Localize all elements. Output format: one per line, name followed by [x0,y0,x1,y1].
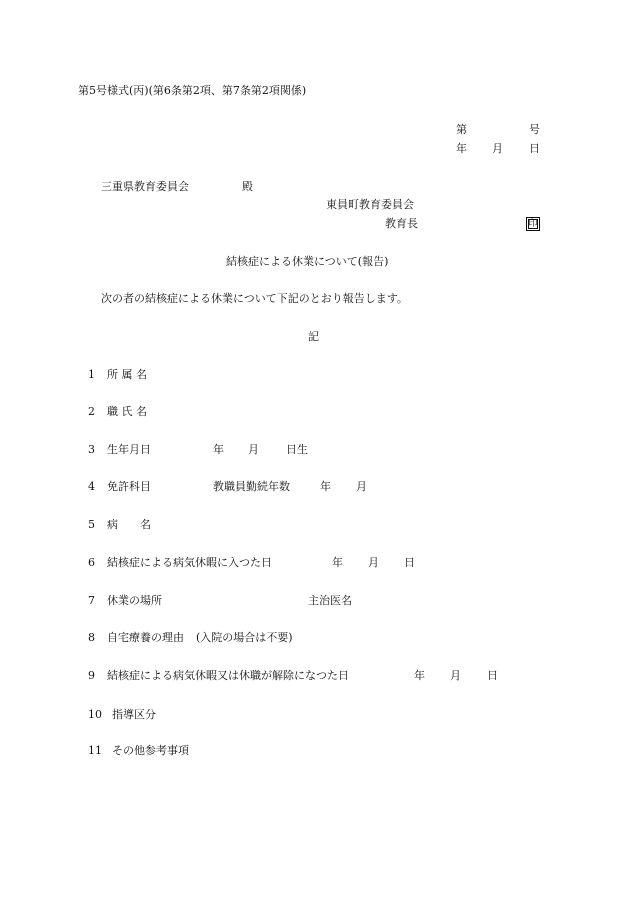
item-7-no: 7 [88,594,95,607]
item-6-month: 月 [368,556,379,569]
item-8-sub: (入院の場合は不要) [196,631,293,644]
item-5-label: 病 名 [107,518,151,531]
addressee-name: 三重県教育委員会 [101,180,189,193]
doc-number-prefix: 第 [456,123,467,136]
addressee-honorific: 殿 [242,180,253,193]
item-6-year: 年 [332,556,343,569]
item-9-no: 9 [88,669,95,682]
subject-title: 結核症による休業について(報告) [226,255,389,268]
item-10-no: 10 [88,708,102,721]
item-4-year: 年 [320,480,331,493]
item-1-label: 所 属 名 [107,368,147,381]
item-7-sub: 主治医名 [308,594,352,607]
date-day: 日 [529,142,540,155]
item-11-label: その他参考事項 [112,744,189,757]
item-4-no: 4 [88,480,95,493]
item-3-month: 月 [248,443,259,456]
item-2-label: 職 氏 名 [107,405,147,418]
item-9-day: 日 [487,669,498,682]
item-5-no: 5 [88,518,95,531]
item-3-daybirth: 日生 [286,443,308,456]
item-3-label: 生年月日 [107,443,151,456]
item-1-no: 1 [88,368,95,381]
item-2-no: 2 [88,405,95,418]
item-4-month: 月 [356,480,367,493]
item-4-sub: 教職員勤続年数 [213,480,290,493]
item-9-label: 結核症による病気休暇又は休職が解除になつた日 [107,669,349,682]
doc-number-suffix: 号 [529,123,540,136]
sender-title: 教育長 [385,217,418,230]
item-6-no: 6 [88,556,95,569]
item-9-month: 月 [450,669,461,682]
item-7-label: 休業の場所 [107,594,162,607]
item-10-label: 指導区分 [112,708,156,721]
date-year: 年 [456,142,467,155]
sender-org: 東員町教育委員会 [326,198,414,211]
item-3-no: 3 [88,443,95,456]
seal-stamp: 印 [526,217,540,231]
item-11-no: 11 [88,744,102,757]
form-label: 第5号様式(丙)(第6条第2項、第7条第2項関係) [78,84,307,97]
item-3-year: 年 [213,443,224,456]
item-6-day: 日 [404,556,415,569]
ki-heading: 記 [308,330,319,343]
intro-text: 次の者の結核症による休業について下記のとおり報告します。 [101,292,408,305]
item-4-label: 免許科目 [107,480,151,493]
item-9-year: 年 [414,669,425,682]
date-month: 月 [492,142,503,155]
item-8-label: 自宅療養の理由 [107,631,184,644]
item-8-no: 8 [88,631,95,644]
item-6-label: 結核症による病気休暇に入つた日 [107,556,272,569]
